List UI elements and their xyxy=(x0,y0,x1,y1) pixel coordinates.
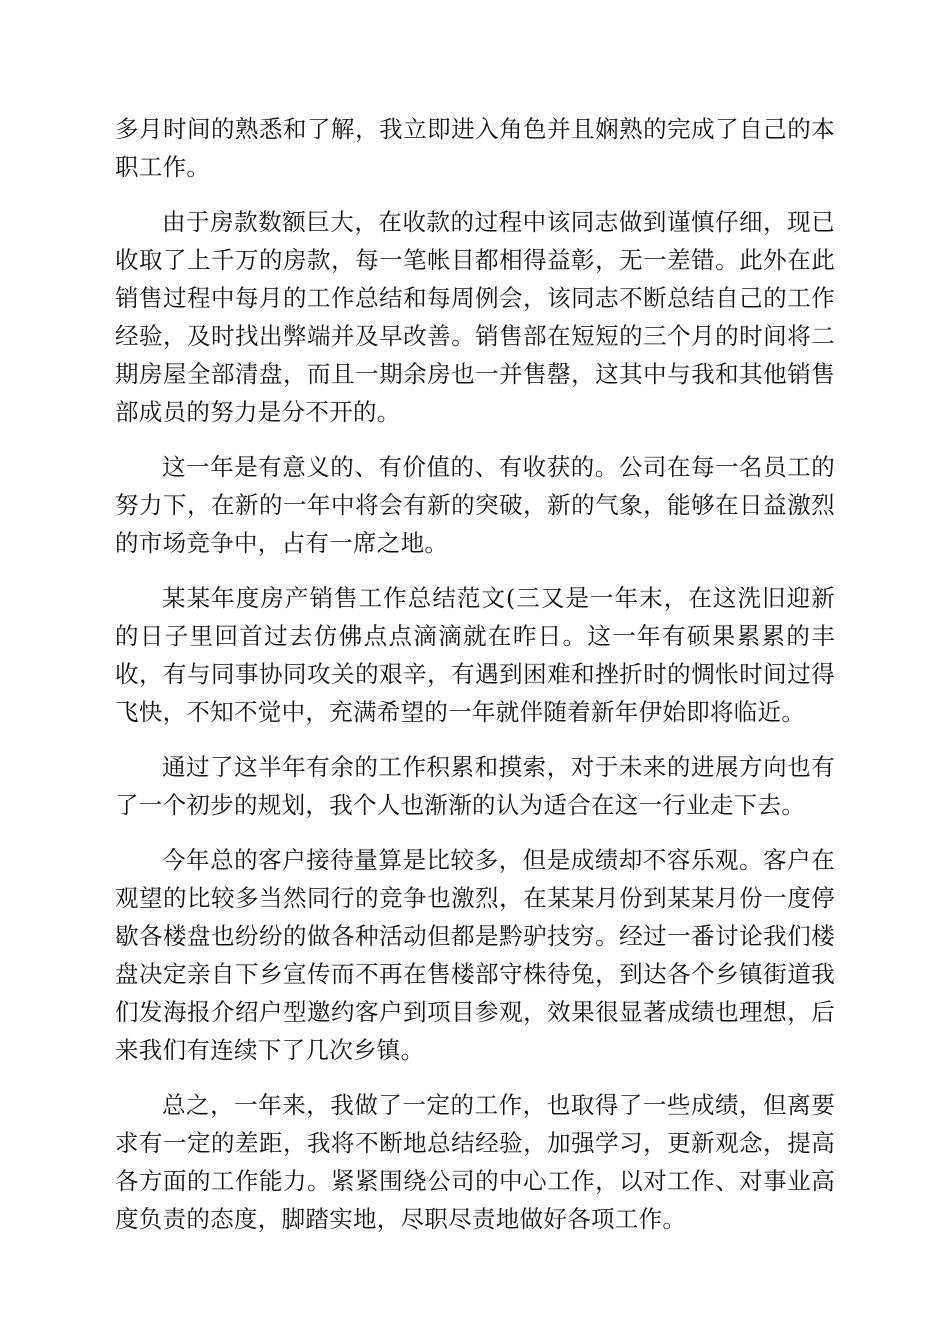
paragraph-continuation: 多月时间的熟悉和了解，我立即进入角色并且娴熟的完成了自己的本职工作。 xyxy=(115,115,835,181)
paragraph-payment-handling: 由于房款数额巨大，在收款的过程中该同志做到谨慎仔细，现已收取了上千万的房款，每一笔帐目都相得益彰，无一差错。此外在此销售过程中每月的工作总结和每周例会，该同志不断总结自己的工作经验，及时找出弊端并及早改善。销售部在短短的三个月的时间将二期房屋全部清盘，而且一期余房也一并售罄，这其中与我和其他销售部成员的努力是分不开的。 xyxy=(115,208,835,426)
paragraph-conclusion: 总之，一年来，我做了一定的工作，也取得了一些成绩，但离要求有一定的差距，我将不断地总结经验，加强学习，更新观念，提高各方面的工作能力。紧紧围绕公司的中心工作，以对工作、对事业高度负责的态度，脚踏实地，尽职尽责地做好各项工作。 xyxy=(115,1091,835,1233)
paragraph-summary-intro: 某某年度房产销售工作总结范文(三又是一年末，在这洗旧迎新的日子里回首过去仿佛点点滴滴就在昨日。这一年有硕果累累的丰收，有与同事协同攻关的艰辛，有遇到困难和挫折时的惆怅时间过得飞快，不知不觉中，充满希望的一年就伴随着新年伊始即将临近。 xyxy=(115,584,835,726)
paragraph-customer-reception: 今年总的客户接待量算是比较多，但是成绩却不容乐观。客户在观望的比较多当然同行的竞争也激烈，在某某月份到某某月份一度停歇各楼盘也纷纷的做各种活动但都是黔驴技穷。经过一番讨论我们楼盘决定亲自下乡宣传而不再在售楼部守株待兔，到达各个乡镇街道我们发海报介绍户型邀约客户到项目参观，效果很显著成绩也理想，后来我们有连续下了几次乡镇。 xyxy=(115,846,835,1064)
document-body xyxy=(115,110,835,1255)
paragraph-year-meaning: 这一年是有意义的、有价值的、有收获的。公司在每一名员工的努力下，在新的一年中将会有新的突破，新的气象，能够在日益激烈的市场竞争中，占有一席之地。 xyxy=(115,453,835,557)
paragraph-future-plan: 通过了这半年有余的工作积累和摸索，对于未来的进展方向也有了一个初步的规划，我个人也渐渐的认为适合在这一行业走下去。 xyxy=(115,753,835,819)
